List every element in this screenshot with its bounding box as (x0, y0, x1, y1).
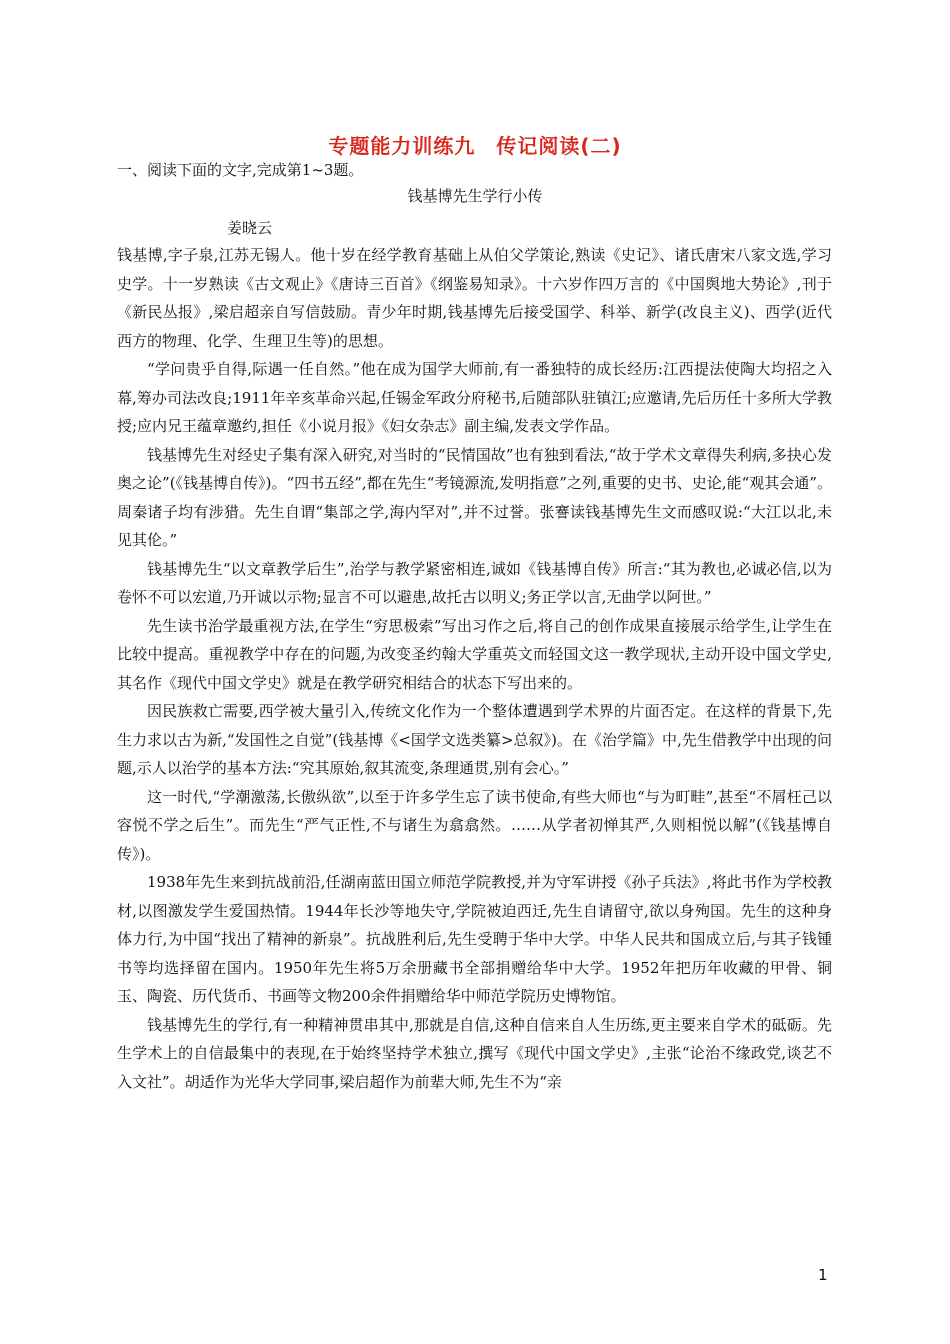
paragraph: 先生读书治学最重视方法,在学生“穷思极索”写出习作之后,将自己的创作成果直接展示给学生,让学生在比较中提高。重视教学中存在的问题,为改变圣约翰大学重英文而轻国文这一教学现状,主动开设中国文学史,其名作《现代中国文学史》就是在教学研究相结合的状态下写出来的。 (117, 616, 832, 692)
article-title: 钱基博先生学行小传 (407, 187, 543, 205)
page-number: 1 (818, 1266, 828, 1284)
paragraph: 因民族救亡需要,西学被大量引入,传统文化作为一个整体遭遇到学术界的片面否定。在这样的背景下,先生力求以古为新,“发国性之自觉”(钱基博《<国学文选类纂>总叙》)。在《治学篇》中,先生借教学中出现的问题,示人以治学的基本方法:“究其原始,叙其流变,条理通贯,别有会心。” (117, 702, 832, 777)
paragraph: 钱基博先生“以文章教学后生”,治学与教学紧密相连,诚如《钱基博自传》所言:“其为教也,必诚必信,以为卷怀不可以宏道,乃开诚以示物;显言不可以避患,故托古以明义;务正学以言,无曲学以阿世。” (117, 559, 832, 606)
paragraph: 钱基博先生对经史子集有深入研究,对当时的“民情国故”也有独到看法,“故于学术文章得失利病,多抉心发奥之论”(《钱基博自传》)。“四书五经”,都在先生“考镜源流,发明指意”之列,重要的史书、史论,能“观其会通”。周秦诸子均有涉猎。先生自谓“集部之学,海内罕对”,并不过誉。张謇读钱基博先生文而感叹说:“大江以北,未见其伦。” (117, 445, 832, 549)
page-title: 专题能力训练九 传记阅读(二) (328, 134, 622, 158)
article-author: 姜晓云 (227, 219, 273, 237)
article-body (117, 241, 832, 1096)
paragraph: 钱基博,字子泉,江苏无锡人。他十岁在经学教育基础上从伯父学策论,熟读《史记》、诸氏唐宋八家文选,学习史学。十一岁熟读《古文观止》《唐诗三百首》《纲鉴易知录》。十六岁作四万言的《中国舆地大势论》,刊于《新民丛报》,梁启超亲自写信鼓励。青少年时期,钱基博先后接受国学、科举、新学(改良主义)、西学(近代西方的物理、化学、生理卫生等)的思想。 (117, 246, 832, 350)
paragraph: “学问贵乎自得,际遇一任自然。”他在成为国学大师前,有一番独特的成长经历:江西提法使陶大均招之入幕,筹办司法改良;1911年辛亥革命兴起,任锡金军政分府秘书,后随部队驻镇江;应邀请,先后历任十多所大学教授;应内兄王蕴章邀约,担任《小说月报》《妇女杂志》副主编,发表文学作品。 (117, 360, 832, 435)
paragraph: 这一时代,“学潮激荡,长傲纵欲”,以至于许多学生忘了读书使命,有些大师也“与为町畦”,甚至“不屑枉己以容悦不学之后生”。而先生“严气正性,不与诸生为翕翕然。……从学者初惮其严,久则相悦以解”(《钱基博自传》)。 (117, 787, 832, 863)
paragraph: 钱基博先生的学行,有一种精神贯串其中,那就是自信,这种自信来自人生历练,更主要来自学术的砥砺。先生学术上的自信最集中的表现,在于始终坚持学术独立,撰写《现代中国文学史》,主张“论治不缘政党,谈艺不入文社”。胡适作为光华大学同事,梁启超作为前辈大师,先生不为“亲 (117, 1015, 832, 1091)
question-instruction: 一、阅读下面的文字,完成第1~3题。 (117, 161, 364, 179)
paragraph: 1938年先生来到抗战前沿,任湖南蓝田国立师范学院教授,并为守军讲授《孙子兵法》,将此书作为学校教材,以图激发学生爱国热情。1944年长沙等地失守,学院被迫西迁,先生自请留守,欲以身殉国。先生的这种身体力行,为中国“找出了精神的新泉”。抗战胜利后,先生受聘于华中大学。中华人民共和国成立后,与其子钱锺书等均选择留在国内。1950年先生将5万余册藏书全部捐赠给华中大学。1952年把历年收藏的甲骨、铜玉、陶瓷、历代货币、书画等文物200余件捐赠给华中师范学院历史博物馆。 (117, 873, 832, 1005)
